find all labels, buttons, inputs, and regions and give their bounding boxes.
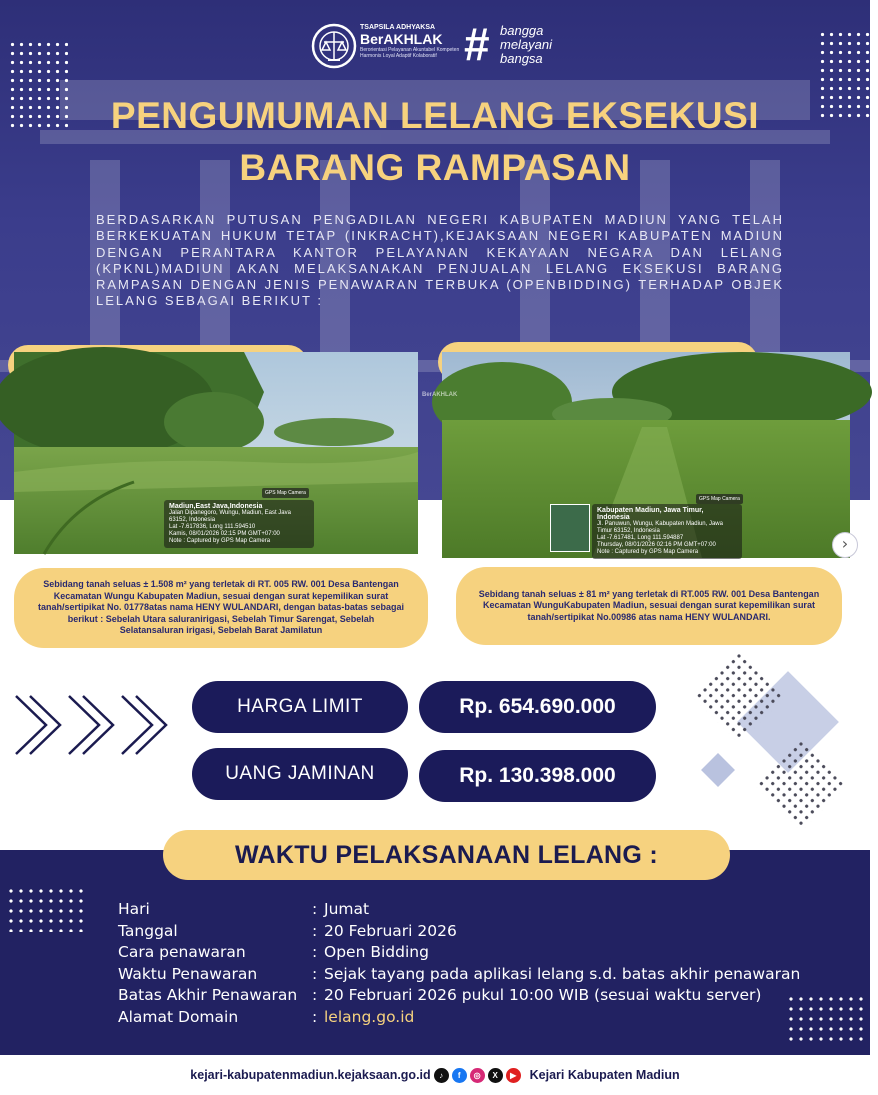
gps-place: Madiun,East Java,Indonesia — [169, 503, 263, 510]
schedule-key: Tanggal — [118, 921, 178, 940]
schedule-key: Alamat Domain — [118, 1007, 239, 1026]
dot-pattern — [786, 994, 866, 1042]
schedule-value: 20 Februari 2026 pukul 10:00 WIB (sesuai waktu server) — [324, 986, 762, 1005]
harga-limit-value: Rp. 654.690.000 — [419, 681, 656, 733]
footer — [0, 1055, 870, 1095]
gps-coords: Lat -7.617836, Long 111.594510 — [169, 524, 256, 530]
dot-pattern — [6, 886, 88, 932]
logo-bar — [300, 16, 600, 72]
lot-2-caption: Sebidang tanah seluas ± 81 m² yang terletak di RT.005 RW. 001 Desa Bantengan Kecamatan WunguKabupaten Madiun, sesuai dengan surat kepemilikan surat tanah/sertipikat No.00986 atas nama HENY WULANDARI. — [456, 567, 842, 645]
hashtag-line: bangga — [500, 23, 544, 38]
hashtag-line: bangsa — [500, 51, 543, 66]
uang-jaminan-label: UANG JAMINAN — [192, 748, 408, 800]
gps-coords: Lat -7.617481, Long 111.594887 — [597, 535, 684, 541]
berakhlak-subtext: Berorientasi Pelayanan Akuntabel Kompeten Harmonis Loyal Adaptif Kolaboratif — [360, 47, 460, 59]
schedule-separator: : — [312, 900, 318, 918]
gps-tag: GPS Map Camera — [696, 494, 743, 504]
gps-place: Kabupaten Madiun, Jawa Timur, Indonesia — [597, 507, 704, 521]
x-icon[interactable]: X — [488, 1068, 503, 1083]
schedule-value: Sejak tayang pada aplikasi lelang s.d. batas akhir penawaran — [324, 964, 801, 983]
page-title-line2: BARANG RAMPASAN — [239, 147, 631, 188]
account-name: Kejari Kabupaten Madiun — [529, 1068, 680, 1082]
berakhlak-text: BerAKHLAK — [360, 31, 443, 47]
youtube-icon[interactable]: ▶ — [506, 1068, 521, 1083]
schedule-key: Batas Akhir Penawaran — [118, 986, 298, 1005]
chevron-arrows-icon — [14, 690, 174, 760]
berakhlak-watermark: BerAKHLAK — [422, 392, 458, 398]
schedule-value: 20 Februari 2026 — [324, 921, 457, 940]
logo-tag: TSAPSILA ADHYAKSA — [360, 24, 436, 31]
schedule-separator: : — [312, 921, 318, 940]
berakhlak-logo — [360, 24, 460, 59]
bangga-melayani-bangsa — [500, 24, 552, 66]
decor-diamond — [701, 753, 735, 787]
schedule-separator: : — [312, 943, 318, 962]
land-photo-1 — [14, 352, 418, 554]
gps-detail: Jl. Panuwun, Wungu, Kabupaten Madiun, Jawa Timur 63152, Indonesia — [597, 521, 723, 534]
website-link[interactable]: kejari-kabupatenmadiun.kejaksaan.go.id — [190, 1068, 431, 1082]
hashtag-line: melayani — [500, 37, 553, 52]
lot-1-caption: Sebidang tanah seluas ± 1.508 m² yang terletak di RT. 005 RW. 001 Desa Bantengan Kecamatan Wungu Kabupaten Madiun, sesuai dengan surat kepemilikan surat tanah/sertipikat No. 01778atas nama HENY WULANDARI, dengan batas-batas sebagai berikut : Sebelah Utara saluranirigasi, Sebelah Timur Sarengat, Sebelah Selatansaluran irigasi, Sebelah Barat Jamilatun — [14, 568, 428, 648]
gps-note: Note : Captured by GPS Map Camera — [169, 538, 271, 544]
gps-tag: GPS Map Camera — [262, 488, 309, 498]
facebook-icon[interactable]: f — [452, 1068, 467, 1083]
kejaksaan-emblem-icon — [310, 22, 358, 70]
schedule-value: Jumat — [324, 900, 370, 918]
gps-minimap — [550, 504, 590, 552]
uang-jaminan-value: Rp. 130.398.000 — [419, 750, 656, 802]
schedule-heading: WAKTU PELAKSANAAN LELANG : — [163, 830, 730, 880]
land-photo-2 — [422, 352, 850, 558]
schedule-key: Hari — [118, 900, 150, 918]
schedule-separator: : — [312, 964, 318, 983]
tiktok-icon[interactable]: ♪ — [434, 1068, 449, 1083]
schedule-key: Waktu Penawaran — [118, 964, 258, 983]
instagram-icon[interactable]: ◎ — [470, 1068, 485, 1083]
harga-limit-label: HARGA LIMIT — [192, 681, 408, 733]
schedule-key: Cara penawaran — [118, 943, 246, 962]
gps-time: Thursday, 08/01/2026 02:16 PM GMT+07:00 — [597, 542, 716, 548]
intro-paragraph: BERDASARKAN PUTUSAN PENGADILAN NEGERI KABUPATEN MADIUN YANG TELAH BERKEKUATAN HUKUM TETAP (INKRACHT),KEJAKSAAN NEGERI KABUPATEN MADIUN DENGAN PERANTARA KANTOR PELAYANAN KEKAYAAN NEGARA DAN LELANG (KPKNL)MADIUN AKAN MELAKSANAKAN PENJUALAN LELANG EKSEKUSI BARANG RAMPASAN DENGAN JENIS PENAWARAN TERBUKA (OPENBIDDING) TERHADAP OBJEK LELANG SEBAGAI BERIKUT : — [96, 212, 784, 309]
schedule-value: Open Bidding — [324, 943, 429, 962]
schedule-separator: : — [312, 1007, 318, 1026]
gps-stamp — [592, 504, 742, 559]
next-slide-button[interactable]: › — [832, 532, 858, 558]
gps-detail: Jalan Dipanegoro, Wungu, Madiun, East Java 63152, Indonesia — [169, 510, 291, 523]
gps-stamp — [164, 500, 314, 548]
schedule-separator: : — [312, 986, 318, 1005]
hashtag-icon: # — [464, 18, 490, 70]
gps-time: Kamis, 08/01/2026 02:15 PM GMT+07:00 — [169, 531, 280, 537]
gps-note: Note : Captured by GPS Map Camera — [597, 549, 699, 555]
page-title-line1: PENGUMUMAN LELANG EKSEKUSI — [110, 95, 760, 136]
domain-link[interactable]: lelang.go.id — [324, 1007, 415, 1026]
